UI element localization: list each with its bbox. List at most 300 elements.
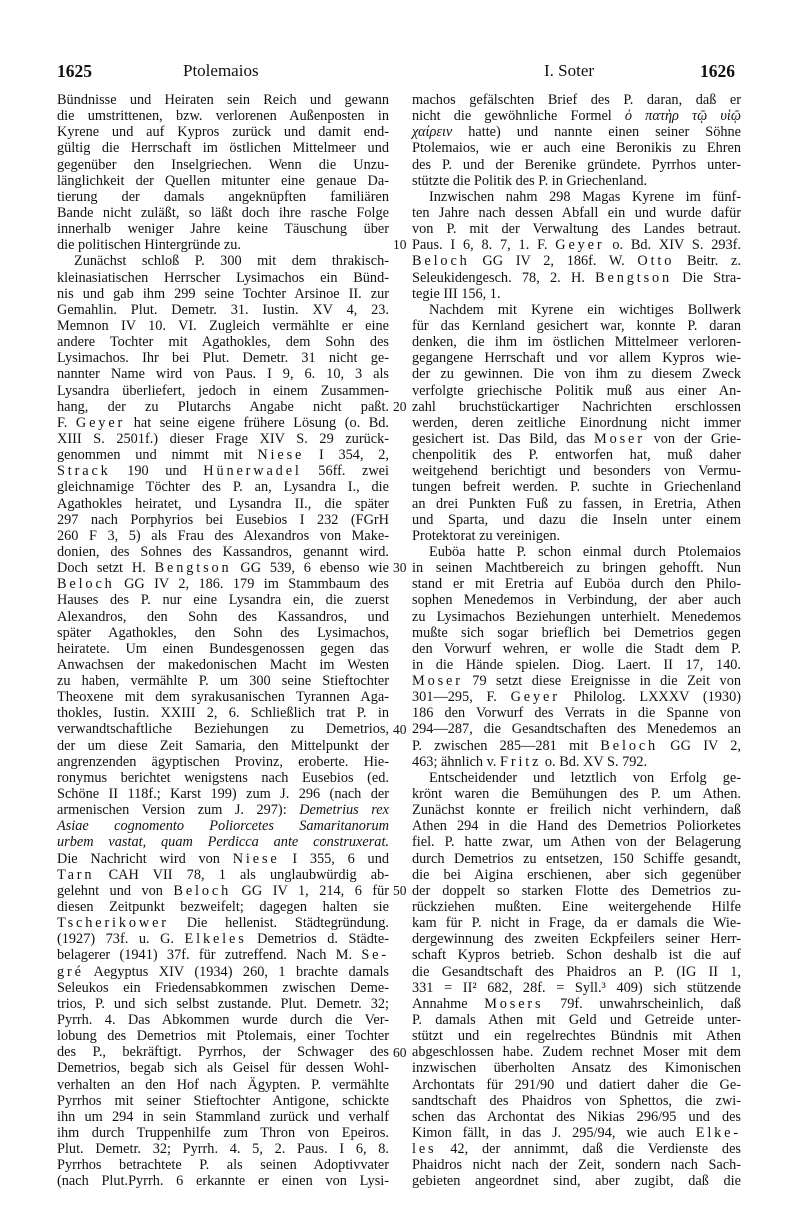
text-segment: Pyrrhos mit seiner Stieftochter Antigone, schickte	[57, 1092, 389, 1109]
text-segment: tungen befreit werden. P. suchte in Griechenland	[412, 479, 741, 496]
text-segment: Zunächst schloß P. 300 mit dem thrakisch-	[74, 253, 389, 270]
text-segment: 79f. unwahrscheinlich, daß	[543, 995, 741, 1012]
text-segment: 260 F 3, 5) als Frau des Alexandros von Make-	[57, 527, 389, 544]
text-line	[412, 899, 741, 915]
text-segment: GG IV 2, 186. 179 im Stammbaum des	[114, 576, 389, 593]
text-segment: gegangene Herrschaft und vor allem Kypros wie-	[412, 350, 741, 367]
text-line	[412, 270, 741, 286]
text-line	[57, 1125, 389, 1141]
text-line	[412, 383, 741, 399]
text-line	[57, 479, 389, 495]
text-segment: Seleukos ein Friedensabkommen zwischen Deme-	[57, 979, 389, 996]
text-segment: zahl bruchstückartiger Nachrichten erschlossen	[412, 398, 741, 415]
text-segment: den Vorwurf wehren, er wolle die Stadt dem P.	[412, 640, 741, 657]
text-line	[412, 286, 741, 302]
text-segment: 56ff. zwei	[301, 463, 389, 480]
text-line	[412, 738, 741, 754]
text-line	[57, 108, 389, 124]
text-line	[412, 1044, 741, 1060]
text-segment: Paus. I 6, 8. 7, 1. F.	[412, 237, 556, 254]
text-segment: thokles, Iustin. XXIII 2, 6. Schließlich trat P. in	[57, 705, 389, 722]
text-line	[57, 592, 389, 608]
text-line	[57, 851, 389, 867]
line-number: 50	[393, 883, 407, 899]
text-segment: Archontats für 291/90 und datiert daher die Ge-	[412, 1076, 741, 1093]
spaced-author-name: Beloch	[600, 737, 659, 754]
spaced-author-name: gré	[57, 963, 84, 980]
text-segment: zu haben, vermählte P. um 300 seine Stieftochter	[57, 673, 389, 690]
text-line	[412, 673, 741, 689]
text-segment: stand er mit Eretria auf Euböa durch den Philo-	[412, 576, 741, 593]
text-line	[412, 754, 741, 770]
text-line	[57, 431, 389, 447]
spaced-author-name: Geyer	[510, 689, 560, 706]
spaced-author-name: Moser	[594, 430, 645, 447]
text-line	[57, 334, 389, 350]
text-segment: genommen und nimmt mit	[57, 447, 258, 464]
spaced-author-name: Se-	[361, 947, 389, 964]
text-line	[57, 673, 389, 689]
text-line	[412, 1157, 741, 1173]
text-line	[412, 689, 741, 705]
text-line	[57, 657, 389, 673]
text-segment: o. Bd. XV S. 792.	[541, 753, 648, 770]
italic-quotation: ὁ πατὴρ τῷ υἱῷ	[624, 108, 742, 125]
text-line	[57, 528, 389, 544]
text-line	[412, 221, 741, 237]
text-segment: Memnon IV 10. VI. Zugleich vermählte er eine	[57, 317, 389, 334]
text-line	[412, 1077, 741, 1093]
text-segment: die politischen Hintergründe zu.	[57, 237, 241, 254]
text-segment: 186 den Vorwurf des Verrats in die Spanne von	[412, 705, 741, 722]
text-segment: schaft Kypros betrieb. Schon deshalb ist die auf	[412, 947, 741, 964]
text-line	[57, 383, 389, 399]
text-segment: der doppelt so starken Flotte des Demetrios zu-	[412, 882, 741, 899]
spaced-author-name: les	[412, 1141, 437, 1158]
text-segment: andere Tochter mit Agathokles, dem Sohn des	[57, 334, 389, 351]
text-segment: in die Hände spielen. Diog. Laert. II 17, 140.	[412, 656, 741, 673]
text-segment: I 355, 6 und	[279, 850, 389, 867]
text-segment: GG IV 2,	[658, 737, 741, 754]
text-segment: Hauses des P. nur eine Lysandra ein, die zuerst	[57, 592, 389, 609]
text-segment: ten Jahre nach dessen Abfall ein und wurde dafür	[412, 204, 741, 221]
text-segment: F.	[57, 414, 76, 431]
text-line	[412, 625, 741, 641]
text-line	[57, 834, 389, 850]
text-segment: Protektorat zu vereinigen.	[412, 527, 561, 544]
text-segment: tierung der damals angeknüpften familiären	[57, 188, 389, 205]
text-line	[57, 1044, 389, 1060]
text-line	[412, 834, 741, 850]
italic-quotation: urbem vastat, quam Perdicca ante construxerat.	[57, 834, 389, 851]
text-line	[412, 560, 741, 576]
text-segment: Bündnisse und Heiraten sein Reich und gewann	[57, 92, 389, 108]
text-segment: nis und gab ihm 299 seine Tochter Arsinoe II. zur	[57, 285, 389, 302]
text-segment: Demetrios, begab sich als Geisel für dessen Wohl-	[57, 1060, 389, 1077]
italic-quotation: Demetrius rex	[299, 802, 389, 819]
text-segment: die umstrittenen, bzw. verlorenen Außenposten in	[57, 108, 389, 125]
text-segment: Pyrrhos betrachtete P. als seinen Adoptivvater	[57, 1157, 389, 1174]
page-number-left: 1625	[57, 61, 92, 81]
text-segment: Philolog. LXXXV (1930)	[559, 689, 741, 706]
text-segment: Entscheidender und letztlich von Erfolg ge-	[429, 769, 741, 786]
text-line	[57, 140, 389, 156]
text-segment: Phaidros nicht nach der Zeit, sondern nach Sach-	[412, 1157, 741, 1174]
text-line	[412, 705, 741, 721]
text-segment: Kimon fällt, in das J. 295/94, wie auch	[412, 1125, 696, 1141]
text-segment: für das Kernland gesichert war, konnte P. daran	[412, 317, 741, 334]
text-line	[57, 689, 389, 705]
text-segment: inzwischen überholten Ansatz des Kimonischen	[412, 1060, 741, 1077]
text-line	[57, 738, 389, 754]
text-segment: 190 und	[110, 463, 204, 480]
spaced-author-name: Niese	[257, 447, 305, 464]
text-segment: 463; ähnlich v.	[412, 753, 501, 770]
text-line	[57, 1141, 389, 1157]
text-line	[57, 899, 389, 915]
text-segment: Die hellenist. Städtegründung.	[168, 915, 389, 932]
text-line	[57, 947, 389, 963]
text-segment: Inzwischen nahm 298 Magas Kyrene im fünf-	[429, 188, 741, 205]
text-line	[412, 318, 741, 334]
spaced-author-name: Mosers	[484, 995, 544, 1012]
line-number: 60	[393, 1044, 407, 1060]
text-segment: in seinen Machtbereich zu bringen gehofft. Nun	[412, 560, 741, 577]
spaced-author-name: Strack	[57, 463, 111, 480]
text-segment: Anwachsen der makedonischen Macht im Westen	[57, 656, 389, 673]
text-line	[57, 205, 389, 221]
text-line	[57, 1093, 389, 1109]
text-segment: denken, die ihm im östlichen Mittelmeer verloren-	[412, 334, 741, 351]
spaced-author-name: Niese	[232, 850, 280, 867]
text-segment: an drei Punkten Fuß zu fassen, in Eretria, Athen	[412, 495, 741, 512]
text-segment: kleinasiatischen Herrscher Lysimachos ein Bünd-	[57, 269, 389, 286]
text-line	[412, 609, 741, 625]
spaced-author-name: Fritz	[500, 753, 542, 770]
text-segment: rückziehen mußten. Eine weitergehende Hilfe	[412, 899, 741, 916]
text-segment: von der Grie-	[644, 430, 741, 447]
text-line	[412, 350, 741, 366]
text-segment: angrenzenden ägyptischen Provinz, eroberte. Hie-	[57, 753, 389, 770]
text-segment: Zunächst konnte er freilich nicht verhindern, daß	[412, 802, 741, 819]
text-line	[412, 964, 741, 980]
text-segment: GG IV 1, 214, 6 für	[231, 882, 389, 899]
spaced-author-name: Beloch	[57, 576, 115, 593]
text-line	[412, 415, 741, 431]
text-line	[57, 867, 389, 883]
text-line	[412, 576, 741, 592]
text-line	[412, 851, 741, 867]
text-line	[57, 512, 389, 528]
text-line	[57, 625, 389, 641]
text-line	[57, 1077, 389, 1093]
text-segment: krönt waren die Bemühungen des P. um Athen.	[412, 786, 741, 803]
text-segment: tegie III 156, 1.	[412, 285, 501, 302]
text-segment: P. damals Athen mit Geld und Getreide unter-	[412, 1012, 741, 1029]
text-segment: Lysimachos. Ihr bei Plut. Demetr. 31 nicht ge-	[57, 350, 389, 367]
text-line	[412, 366, 741, 382]
text-segment: diesen Zeitpunkt bezweifelt; dagegen halten sie	[57, 899, 389, 916]
text-line	[412, 124, 741, 140]
text-segment: I 354, 2,	[304, 447, 389, 464]
text-line	[412, 1028, 741, 1044]
spaced-author-name: Geyer	[555, 237, 605, 254]
text-segment: P. zwischen 285—281 mit	[412, 737, 601, 754]
text-segment: verwandtschaftliche Beziehungen zu Demetrios,	[57, 721, 389, 738]
text-segment: Euböa hatte P. schon einmal durch Ptolemaios	[429, 543, 741, 560]
text-line	[57, 802, 389, 818]
text-line	[412, 1141, 741, 1157]
text-segment: 331 = II² 682, 28f. = Syll.³ 409) sich stützende	[412, 979, 741, 996]
text-segment: o. Bd. XIV S. 293f.	[604, 237, 741, 254]
text-segment: Demetrios d. Städte-	[246, 931, 390, 948]
text-segment: der um diese Zeit Samaria, den Mittelpunkt der	[57, 737, 389, 754]
text-line	[412, 108, 741, 124]
text-line	[412, 544, 741, 560]
text-segment: 297 nach Porphyrios bei Eusebios I 232 (FGrH	[57, 511, 389, 528]
spaced-author-name: Elkeles	[184, 931, 247, 948]
text-line	[412, 915, 741, 931]
text-line	[412, 447, 741, 463]
text-line	[57, 915, 389, 931]
spaced-author-name: Tarn	[57, 866, 95, 883]
spaced-author-name: Moser	[412, 673, 463, 690]
spaced-author-name: Beloch	[173, 882, 232, 899]
text-segment: 42, der annimmt, daß die Verdienste des	[436, 1141, 741, 1158]
text-segment: Schöne II 118f.; Karst 199) zum J. 296 (nach der	[57, 786, 389, 803]
text-line	[412, 463, 741, 479]
text-line	[57, 92, 389, 108]
text-segment: mußte sich sogar brieflich bei Demetrios gegen	[412, 624, 741, 641]
text-line	[57, 302, 389, 318]
text-segment: Die Nachricht wird von	[57, 850, 233, 867]
text-line	[412, 189, 741, 205]
text-line	[57, 221, 389, 237]
running-title-left: Ptolemaios	[183, 61, 259, 80]
text-segment: Pyrrh. 4. Das Abkommen wurde durch die Ver-	[57, 1012, 389, 1029]
text-line	[412, 302, 741, 318]
text-segment: belagerer (1941) 37f. für zutreffend. Nach M.	[57, 947, 362, 964]
text-segment: Beitr. z.	[674, 253, 741, 270]
text-line	[412, 1173, 741, 1189]
text-segment: (1927) 73f. u. G.	[57, 931, 185, 948]
text-segment: (nach Plut.Pyrrh. 6 erkannte er einen von Lysi-	[57, 1173, 389, 1190]
text-line	[412, 253, 741, 269]
spaced-author-name: Otto	[637, 253, 675, 270]
text-segment: sandtschaft des Phaidros von Sphettos, die zwi-	[412, 1092, 741, 1109]
text-segment: Plut. Demetr. 32; Pyrrh. 4. 5, 2. Paus. I 6, 8.	[57, 1141, 389, 1158]
text-line	[57, 721, 389, 737]
text-line	[57, 1028, 389, 1044]
text-segment: Alexandros, den Sohn des Kassandros, und	[57, 608, 389, 625]
text-segment: hang, der zu Plutarchs Angabe nicht paßt.	[57, 398, 389, 415]
text-line	[412, 431, 741, 447]
text-segment: Ptolemaios, wie er auch eine Beronikis zu Ehren	[412, 140, 741, 157]
text-line	[57, 754, 389, 770]
text-line	[57, 318, 389, 334]
text-line	[412, 399, 741, 415]
text-segment: Gemahlin. Plut. Demetr. 31. Iustin. XV 4, 23.	[57, 301, 389, 318]
spaced-author-name: Elke-	[695, 1125, 741, 1141]
text-segment: 294—287, die Gesandtschaften des Menedemos an	[412, 721, 741, 738]
italic-quotation: Asiae cognomento Poliorcetes Samaritanorum	[57, 818, 389, 835]
text-line	[57, 270, 389, 286]
text-segment: trios, P. und sich selbst zustande. Plut. Demetr. 32;	[57, 995, 389, 1012]
text-segment: donien, des Sohnes des Kassandros, genannt wird.	[57, 543, 389, 560]
text-line	[57, 931, 389, 947]
text-line	[412, 173, 741, 189]
text-line	[57, 366, 389, 382]
text-line	[412, 996, 741, 1012]
text-line	[57, 786, 389, 802]
text-segment: und Sparta, und dazu die Inseln unter einem	[412, 511, 741, 528]
text-line	[412, 1060, 741, 1076]
text-line	[412, 592, 741, 608]
text-segment: gegenüber den Inselgriechen. Wenn die Unzu-	[57, 156, 389, 173]
spaced-author-name: Beloch	[412, 253, 470, 270]
text-line	[57, 350, 389, 366]
text-segment: gebieten angeordnet sind, aber zugibt, daß die	[412, 1173, 741, 1190]
text-segment: chenpolitik des P. entworfen hat, muß daher	[412, 447, 741, 464]
text-line	[412, 786, 741, 802]
text-line	[412, 802, 741, 818]
text-line	[412, 867, 741, 883]
text-segment: lobung des Demetrios mit Ptolemais, einer Tochter	[57, 1028, 389, 1045]
text-line	[57, 560, 389, 576]
text-line	[412, 980, 741, 996]
text-segment: nicht die gewöhnliche Formel	[412, 108, 625, 125]
text-line	[57, 996, 389, 1012]
text-line	[412, 721, 741, 737]
text-line	[57, 705, 389, 721]
text-line	[57, 496, 389, 512]
text-line	[57, 770, 389, 786]
page-number-right: 1626	[700, 61, 735, 81]
text-line	[57, 124, 389, 140]
text-segment: verhalten an den Hof nach Ägypten. P. vermählte	[57, 1076, 389, 1093]
text-segment: GG IV 2, 186f. W.	[469, 253, 638, 270]
text-segment: Seleukidengesch. 78, 2. H.	[412, 269, 596, 286]
text-segment: Annahme	[412, 995, 485, 1012]
text-line	[412, 237, 741, 253]
text-line	[412, 931, 741, 947]
text-line	[412, 512, 741, 528]
text-line	[57, 463, 389, 479]
text-line	[57, 576, 389, 592]
text-segment: machos gefälschten Brief des P. daran, daß er	[412, 92, 741, 108]
text-segment: Agathokles heiratet, und Lysandra II., die später	[57, 495, 389, 512]
text-segment: gesichert ist. Das Bild, das	[412, 430, 594, 447]
text-segment: heiratete. Um einen Bundesgenossen gegen das	[57, 640, 389, 657]
text-segment: fiel. P. hatte zwar, um Athen von der Belagerung	[412, 834, 741, 851]
text-line	[412, 770, 741, 786]
text-segment: 301—295, F.	[412, 689, 511, 706]
text-line	[57, 415, 389, 431]
line-number: 40	[393, 721, 407, 737]
text-line	[57, 1060, 389, 1076]
spaced-author-name: Bengtson	[154, 560, 232, 577]
text-segment: 79 setzt diese Ereignisse in die Zeit von	[462, 673, 741, 690]
text-line	[57, 641, 389, 657]
text-segment: gelehnt und von	[57, 882, 174, 899]
running-title-right: I. Soter	[544, 61, 595, 80]
text-segment: der zu gewinnen. Die von ihm zu diesem Zweck	[412, 366, 741, 383]
text-line	[412, 528, 741, 544]
text-line	[57, 883, 389, 899]
text-line	[412, 883, 741, 899]
text-line	[412, 657, 741, 673]
text-segment: gleichnamige Töchter des P. an, Lysandra I., die	[57, 479, 389, 496]
text-segment: verfolgte griechische Politik muß aus einer An-	[412, 382, 741, 399]
italic-quotation: χαίρειν	[412, 124, 453, 141]
text-line	[57, 609, 389, 625]
text-segment: des P., bekräftigt. Pyrrhos, der Schwager des	[57, 1044, 389, 1061]
text-segment: armenischen Version zum J. 297):	[57, 802, 300, 819]
text-segment: dergewinnung des zweiten Eckpfeilers seiner Herr-	[412, 931, 741, 948]
line-number: 30	[393, 560, 407, 576]
text-segment: schen das Archontat des Nikias 296/95 und des	[412, 1108, 741, 1125]
text-segment: hatte) und nannte einen seiner Söhne	[452, 124, 741, 141]
text-segment: gültig die Herrschaft im östlichen Mittelmeer und	[57, 140, 389, 157]
text-line	[412, 1012, 741, 1028]
text-line	[57, 253, 389, 269]
text-segment: später Agathokles, den Sohn des Lysimachos,	[57, 624, 389, 641]
text-segment: von P. mit der Verwaltung des Landes betraut.	[412, 221, 741, 238]
text-line	[412, 1109, 741, 1125]
text-line	[412, 157, 741, 173]
text-line	[412, 92, 741, 108]
text-line	[57, 286, 389, 302]
text-line	[57, 544, 389, 560]
text-line	[57, 818, 389, 834]
text-line	[412, 205, 741, 221]
text-segment: Theoxene mit dem syrakusanischen Tyrannen Aga-	[57, 689, 389, 706]
spaced-author-name: Tscherikower	[57, 915, 169, 932]
text-segment: ihn um 294 in sein Stammland zurück und verhalf	[57, 1108, 389, 1125]
text-line	[57, 1173, 389, 1189]
text-line	[412, 1125, 741, 1141]
text-segment: Aegyptus XIV (1934) 260, 1 brachte damals	[83, 963, 389, 980]
text-segment: durch Demetrios zu entsetzen, 150 Schiffe gesandt,	[412, 850, 741, 867]
text-line	[412, 1093, 741, 1109]
text-segment: Kyrene und auf Kypros zurück und damit end-	[57, 124, 389, 141]
text-segment: ronymus berichtet wenigstens nach Eusebios (ed.	[57, 769, 389, 786]
text-segment: XIII S. 2501f.) dieser Frage XIV S. 29 zurück-	[57, 430, 389, 447]
text-segment: Nachdem mit Kyrene ein wichtiges Bollwerk	[429, 301, 741, 318]
text-line	[57, 173, 389, 189]
text-line	[57, 980, 389, 996]
text-line	[412, 140, 741, 156]
text-line	[57, 447, 389, 463]
text-line	[412, 496, 741, 512]
text-segment: hat seine eigene frühere Lösung (o. Bd.	[125, 414, 389, 431]
text-segment: die bei Aigina erschienen, aber sich gegenüber	[412, 866, 741, 883]
text-line	[412, 334, 741, 350]
text-segment: Bande nicht zuläßt, so läßt doch ihre rasche Folge	[57, 204, 389, 221]
text-line	[57, 399, 389, 415]
text-segment: CAH VII 78, 1 als unglaubwürdig ab-	[94, 866, 389, 883]
text-segment: kam für P. nicht in Frage, da er damals die Wie-	[412, 915, 741, 932]
left-text-column	[57, 92, 389, 1190]
text-line	[57, 964, 389, 980]
text-line	[412, 479, 741, 495]
text-segment: die Gesandtschaft des Phaidros an P. (IG II 1,	[412, 963, 741, 980]
text-segment: GG 539, 6 ebenso wie	[231, 560, 389, 577]
spaced-author-name: Bengtson	[595, 269, 673, 286]
text-segment: stützt und ein regelrechtes Bündnis mit Athen	[412, 1028, 741, 1045]
text-line	[412, 641, 741, 657]
text-segment: innerhalb weniger Jahre keine Täuschung über	[57, 221, 389, 238]
